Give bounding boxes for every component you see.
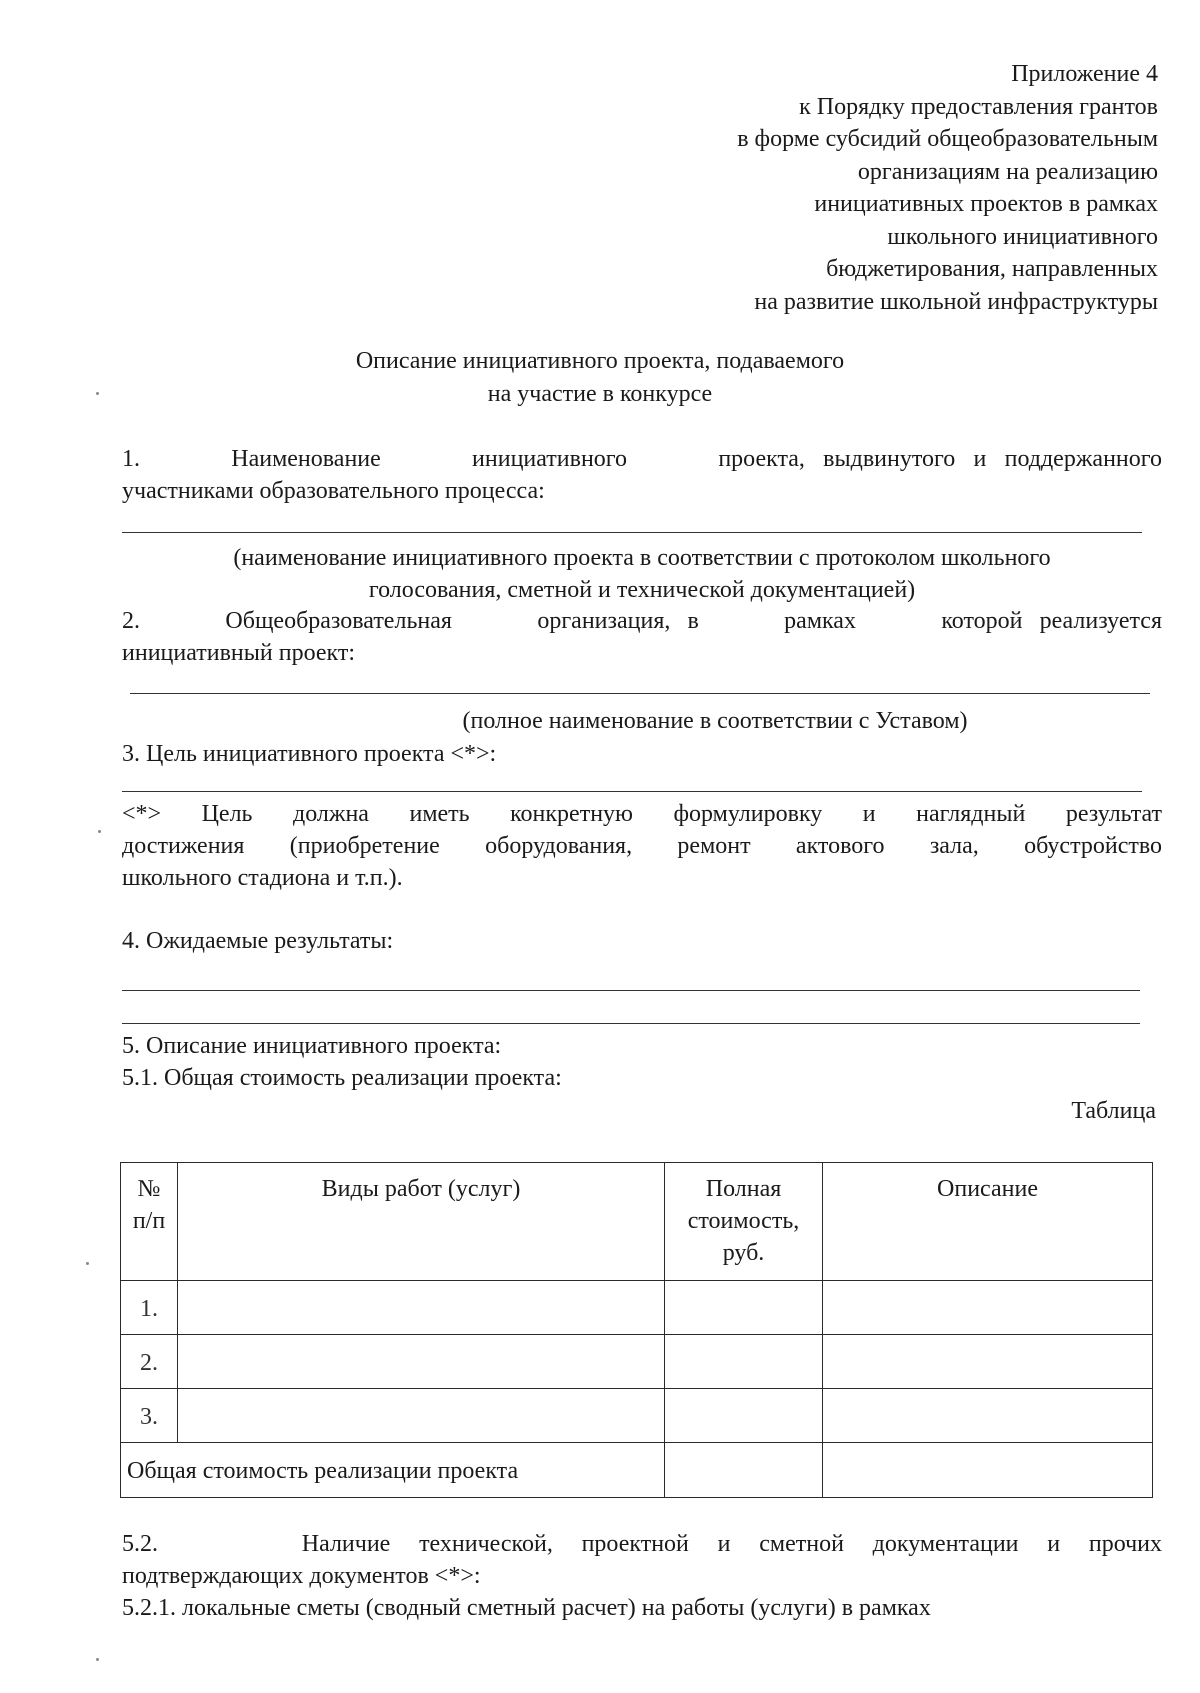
table-row <box>121 1335 1153 1389</box>
appendix-line: на развитие школьной инфраструктуры <box>754 288 1158 315</box>
total-cost-cell[interactable] <box>665 1443 823 1498</box>
section-2-line-2: инициативный проект: <box>122 640 356 666</box>
header-number <box>121 1163 178 1281</box>
appendix-line: организациям на реализацию <box>857 158 1158 185</box>
section-5-label: 5. Описание инициативного проекта: <box>122 1033 502 1059</box>
project-name-fill-line[interactable] <box>122 532 1142 533</box>
table-caption: Таблица <box>1071 1098 1156 1124</box>
section-3-note-line-2: достижения (приобретение оборудования, ремонт актового зала, обустройство <box>122 833 1162 859</box>
header-cost-line-1: Полная <box>705 1176 782 1202</box>
row-description-cell[interactable] <box>823 1389 1153 1443</box>
table-total-row <box>121 1443 1153 1498</box>
appendix-line: инициативных проектов в рамках <box>814 191 1158 217</box>
header-cost-line-3: руб. <box>722 1240 765 1266</box>
header-cost <box>665 1163 823 1281</box>
title-line-2: на участие в конкурсе <box>487 381 713 407</box>
row-number: 3. <box>121 1389 178 1443</box>
header-description: Описание <box>823 1163 1153 1281</box>
appendix-line: школьного инициативного <box>887 223 1158 250</box>
header-cost-line-2: стоимость, <box>687 1208 800 1234</box>
table-row <box>121 1389 1153 1443</box>
section-1-caption <box>122 542 1162 606</box>
scan-speck <box>86 1262 89 1265</box>
section-1 <box>122 443 1162 507</box>
title-line-1: Описание инициативного проекта, подаваемого <box>355 348 845 374</box>
section-1-line-1: 1. Наименование инициативного проекта, выдвинутого и поддержанного <box>122 446 1162 472</box>
document-title <box>0 345 1200 411</box>
scan-speck <box>96 1658 99 1661</box>
section-3-note-line-1: <*> Цель должна иметь конкретную формулировку и наглядный результат <box>122 801 1162 827</box>
row-number: 2. <box>121 1335 178 1389</box>
section-5-2 <box>122 1528 1162 1624</box>
scan-speck <box>96 392 99 395</box>
row-cost-cell[interactable] <box>665 1389 823 1443</box>
row-cost-cell[interactable] <box>665 1281 823 1335</box>
appendix-line: бюджетирования, направленных <box>826 256 1158 282</box>
appendix-line: к Порядку предоставления грантов <box>799 93 1158 120</box>
section-3-note <box>122 798 1162 894</box>
header-number-line-1: № <box>137 1176 161 1202</box>
table-row <box>121 1281 1153 1335</box>
row-cost-cell[interactable] <box>665 1335 823 1389</box>
row-number: 1. <box>121 1281 178 1335</box>
total-label: Общая стоимость реализации проекта <box>121 1443 665 1498</box>
scan-speck <box>98 830 101 833</box>
section-2-line-1: 2. Общеобразовательная организация, в рамках которой реализуется <box>122 608 1162 634</box>
results-fill-line-1[interactable] <box>122 990 1140 991</box>
section-4-label: 4. Ожидаемые результаты: <box>122 928 394 954</box>
appendix-line: Приложение 4 <box>1011 61 1158 87</box>
section-2 <box>122 605 1162 669</box>
section-5-1-label: 5.1. Общая стоимость реализации проекта: <box>122 1065 562 1091</box>
results-fill-line-2[interactable] <box>122 1023 1140 1024</box>
total-description-cell[interactable] <box>823 1443 1153 1498</box>
row-description-cell[interactable] <box>823 1281 1153 1335</box>
row-description-cell[interactable] <box>823 1335 1153 1389</box>
section-3-label: 3. Цель инициативного проекта <*>: <box>122 741 497 767</box>
row-works-cell[interactable] <box>178 1281 665 1335</box>
section-1-line-2: участниками образовательного процесса: <box>122 478 545 504</box>
goal-fill-line[interactable] <box>122 791 1142 792</box>
section-2-caption: (полное наименование в соответствии с Уставом) <box>462 708 968 734</box>
organization-fill-line[interactable] <box>130 693 1150 694</box>
appendix-header <box>518 58 1158 318</box>
header-number-line-2: п/п <box>132 1208 166 1234</box>
appendix-line: в форме субсидий общеобразовательным <box>737 126 1158 152</box>
cost-table <box>120 1162 1153 1498</box>
section-3-note-line-3: школьного стадиона и т.п.). <box>122 865 403 891</box>
row-works-cell[interactable] <box>178 1335 665 1389</box>
table-header-row <box>121 1163 1153 1281</box>
section-1-caption-line-1: (наименование инициативного проекта в соответствии с протоколом школьного <box>233 545 1051 571</box>
section-1-caption-line-2: голосования, сметной и технической документацией) <box>368 577 916 603</box>
row-works-cell[interactable] <box>178 1389 665 1443</box>
header-works: Виды работ (услуг) <box>178 1163 665 1281</box>
section-5-2-line-2: подтверждающих документов <*>: <box>122 1563 481 1589</box>
section-5-2-line-3: 5.2.1. локальные сметы (сводный сметный расчет) на работы (услуги) в рамках <box>122 1595 931 1621</box>
section-5-2-line-1: 5.2. Наличие технической, проектной и сметной документации и прочих <box>122 1531 1162 1557</box>
